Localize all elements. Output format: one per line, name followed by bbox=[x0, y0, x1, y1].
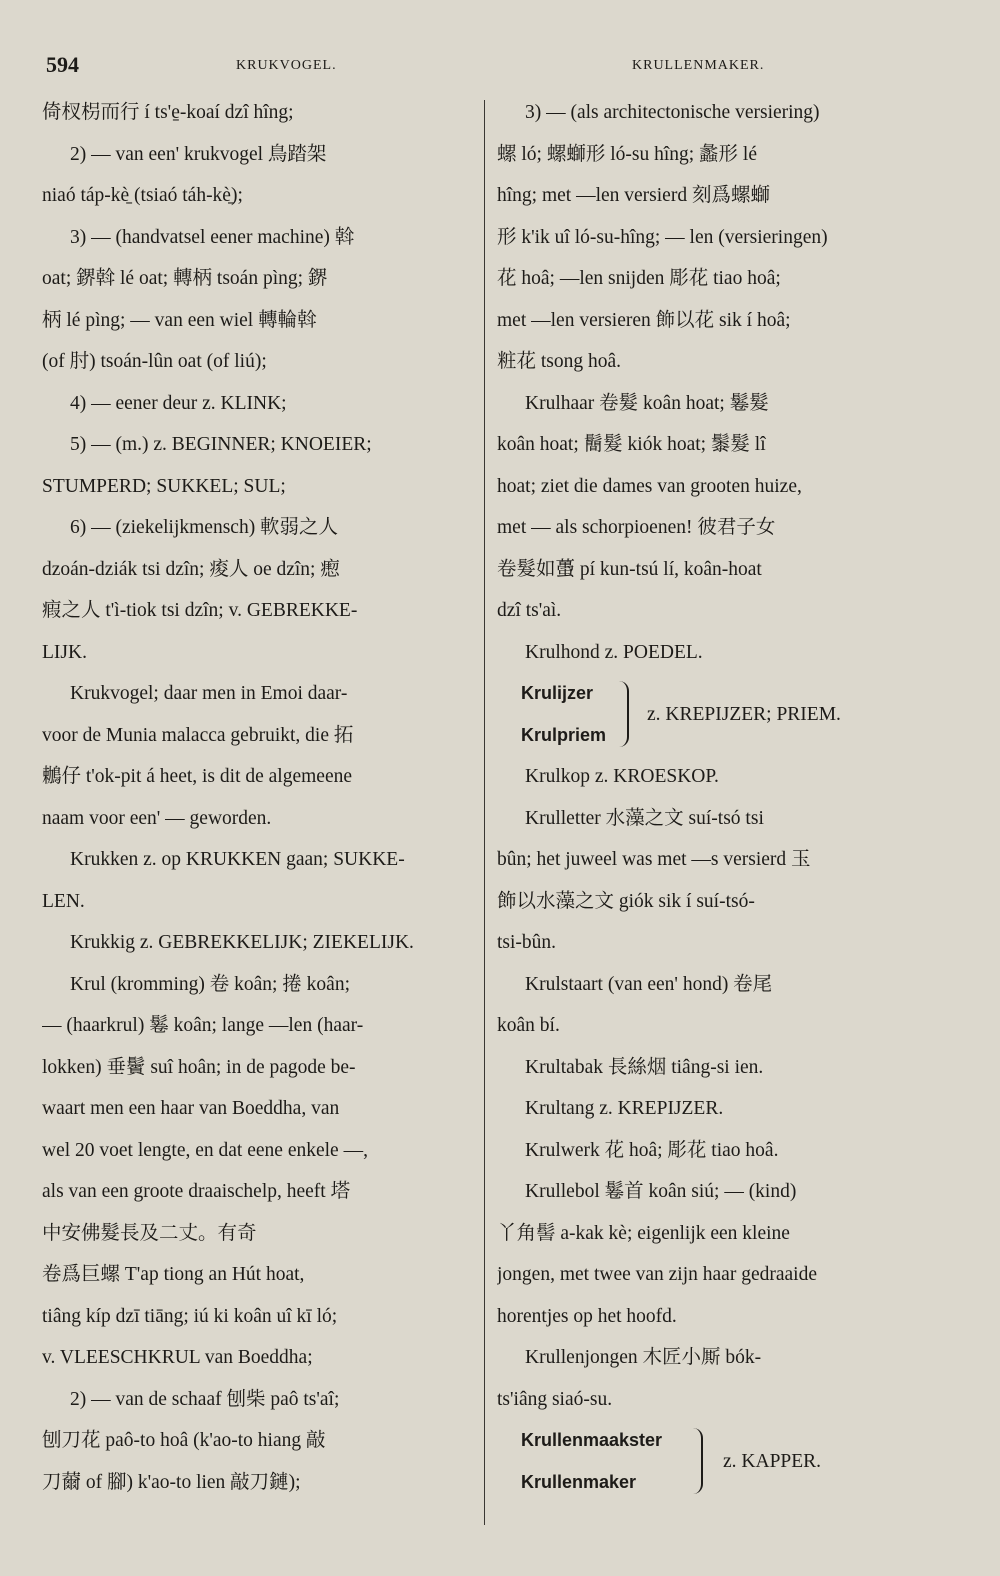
text-line: Krullenjongen 木匠小厮 bók- bbox=[525, 1347, 762, 1368]
text-line: 6) — (ziekelijkmensch) 軟弱之人 bbox=[70, 517, 339, 538]
running-head-left: KRUKVOGEL. bbox=[236, 58, 337, 73]
text-line: 中安佛髮長及二丈。有奇 bbox=[42, 1222, 257, 1244]
text-line: 丫角髻 a-kak kè; eigenlijk een kleine bbox=[497, 1222, 790, 1244]
text-line: 柄 lé pìng; — van een wiel 轉輪斡 bbox=[42, 309, 317, 331]
column-divider bbox=[484, 100, 485, 1525]
text-line: dzoán-dziák tsi dzîn; 痠人 oe dzîn; 瘛 bbox=[42, 558, 340, 580]
text-line: ts'iâng siaó-su. bbox=[497, 1388, 613, 1410]
brace-group-krullenmaker bbox=[497, 1420, 929, 1503]
text-line: Krukvogel; daar men in Emoi daar- bbox=[70, 683, 348, 704]
left-column bbox=[42, 92, 472, 1503]
text-line: Krullebol 鬈首 koân siú; — (kind) bbox=[525, 1181, 797, 1202]
text-line: Krultabak 長絲烟 tiâng-si ien. bbox=[525, 1056, 764, 1078]
text-line: niaó táp-kè̱ (tsiaó táh-kè̱); bbox=[42, 185, 243, 206]
text-line: hîng; met —len versierd 刻爲螺螄 bbox=[497, 185, 770, 206]
cross-reference: z. KAPPER. bbox=[723, 1451, 822, 1472]
text-line: v. VLEESCHKRUL van Boeddha; bbox=[42, 1347, 313, 1368]
text-line: 倚杈枴而行 í ts'e̱-koaí dzî hîng; bbox=[42, 102, 294, 123]
text-line: 花 hoâ; —len snijden 彫花 tiao hoâ; bbox=[497, 268, 781, 289]
text-line: 刀薾 of 腳) k'ao-to lien 敲刀鏈); bbox=[42, 1471, 301, 1493]
text-line: 卷髮如蠆 pí kun-tsú lí, koân-hoat bbox=[497, 558, 762, 580]
text-line: met — als schorpioenen! 彼君子女 bbox=[497, 517, 776, 538]
brace-group-krulijzer bbox=[497, 673, 929, 756]
text-line: koân bí. bbox=[497, 1015, 560, 1036]
text-line: 3) — (handvatsel eener machine) 斡 bbox=[70, 226, 355, 248]
headword: Krullenmaker bbox=[521, 1471, 637, 1492]
text-line: oat; 鎅斡 lé oat; 轉柄 tsoán pìng; 鎅 bbox=[42, 268, 328, 289]
text-line: 4) — eener deur z. KLINK; bbox=[70, 392, 287, 414]
text-line: 粧花 tsong hoâ. bbox=[497, 351, 622, 372]
text-line: hoat; ziet die dames van grooten huize, bbox=[497, 475, 802, 497]
text-line: LIJK. bbox=[42, 641, 87, 663]
text-line: met —len versieren 飾以花 sik í hoâ; bbox=[497, 309, 791, 331]
text-line: tsi-bûn. bbox=[497, 932, 557, 953]
text-line: 螺 ló; 螺螄形 ló-su hîng; 蠡形 lé bbox=[497, 143, 757, 165]
text-line: Krultang z. KREPIJZER. bbox=[525, 1098, 724, 1119]
headword: Krullenmaakster bbox=[521, 1430, 663, 1450]
curly-brace bbox=[693, 1428, 703, 1494]
text-line: horentjes op het hoofd. bbox=[497, 1305, 677, 1327]
text-line: 2) — van een' krukvogel 鳥踏架 bbox=[70, 143, 327, 165]
text-line: koân hoat; 鬝髮 kiók hoat; 䰍髮 lî bbox=[497, 434, 766, 455]
text-line: 卷爲巨螺 T'ap tiong an Hút hoat, bbox=[42, 1264, 305, 1285]
text-line: bûn; het juweel was met —s versierd 玉 bbox=[497, 849, 811, 870]
text-line: Krulstaart (van een' hond) 卷尾 bbox=[525, 973, 773, 995]
running-head-right: KRULLENMAKER. bbox=[632, 58, 765, 73]
text-line: Krul (kromming) 卷 koân; 捲 koân; bbox=[70, 973, 350, 995]
text-line: 刨刀花 paô-to hoâ (k'ao-to hiang 敲 bbox=[42, 1430, 326, 1451]
cross-reference: z. KREPIJZER; PRIEM. bbox=[647, 704, 841, 725]
text-line: Krulhaar 卷髮 koân hoat; 鬈髮 bbox=[525, 392, 769, 414]
headword: Krulijzer bbox=[521, 683, 594, 703]
text-line: jongen, met twee van zijn haar gedraaide bbox=[497, 1264, 817, 1285]
text-line: lokken) 垂鬢 suî hoân; in de pagode be- bbox=[42, 1056, 356, 1078]
text-line: 鶒仔 t'ok-pit á heet, is dit de algemeene bbox=[42, 766, 353, 787]
page-header bbox=[40, 52, 940, 82]
text-line: wel 20 voet lengte, en dat eene enkele —, bbox=[42, 1139, 368, 1161]
text-line: 飾以水藻之文 giók sik í suí-tsó- bbox=[497, 890, 755, 912]
text-line: tiâng kíp dzī tiāng; iú ki koân uî kī ló; bbox=[42, 1305, 338, 1327]
page-number: 594 bbox=[46, 52, 79, 77]
text-line: als van een groote draaischelp, heeft 塔 bbox=[42, 1181, 351, 1202]
text-line: LEN. bbox=[42, 890, 85, 912]
text-line: 3) — (als architectonische versiering) bbox=[525, 102, 820, 123]
text-line: Krukkig z. GEBREKKELIJK; ZIEKELIJK. bbox=[70, 932, 414, 953]
text-line: naam voor een' — geworden. bbox=[42, 807, 272, 829]
text-line: (of 肘) tsoán-lûn oat (of liú); bbox=[42, 351, 267, 372]
text-line: Krulwerk 花 hoâ; 彫花 tiao hoâ. bbox=[525, 1139, 779, 1161]
right-column bbox=[497, 92, 929, 1503]
text-line: 2) — van de schaaf 刨柴 paô ts'aî; bbox=[70, 1388, 340, 1410]
text-line: 瘕之人 t'ì-tiok tsi dzîn; v. GEBREKKE- bbox=[42, 600, 358, 621]
text-line: — (haarkrul) 鬈 koân; lange —len (haar- bbox=[42, 1015, 364, 1036]
text-line: 5) — (m.) z. BEGINNER; KNOEIER; bbox=[70, 434, 372, 455]
text-line: Krulhond z. POEDEL. bbox=[525, 641, 703, 663]
text-line: 形 k'ik uî ló-su-hîng; — len (versieringen) bbox=[497, 226, 828, 248]
curly-brace bbox=[619, 681, 629, 747]
text-line: Krulletter 水藻之文 suí-tsó tsi bbox=[525, 807, 764, 829]
text-line: Krulkop z. KROESKOP. bbox=[525, 766, 719, 787]
text-line: dzî ts'aì. bbox=[497, 600, 562, 621]
text-line: STUMPERD; SUKKEL; SUL; bbox=[42, 475, 286, 497]
text-line: Krukken z. op KRUKKEN gaan; SUKKE- bbox=[70, 849, 405, 870]
text-line: voor de Munia malacca gebruikt, die 拓 bbox=[42, 724, 354, 746]
headword: Krulpriem bbox=[521, 724, 607, 745]
text-line: waart men een haar van Boeddha, van bbox=[42, 1098, 340, 1119]
